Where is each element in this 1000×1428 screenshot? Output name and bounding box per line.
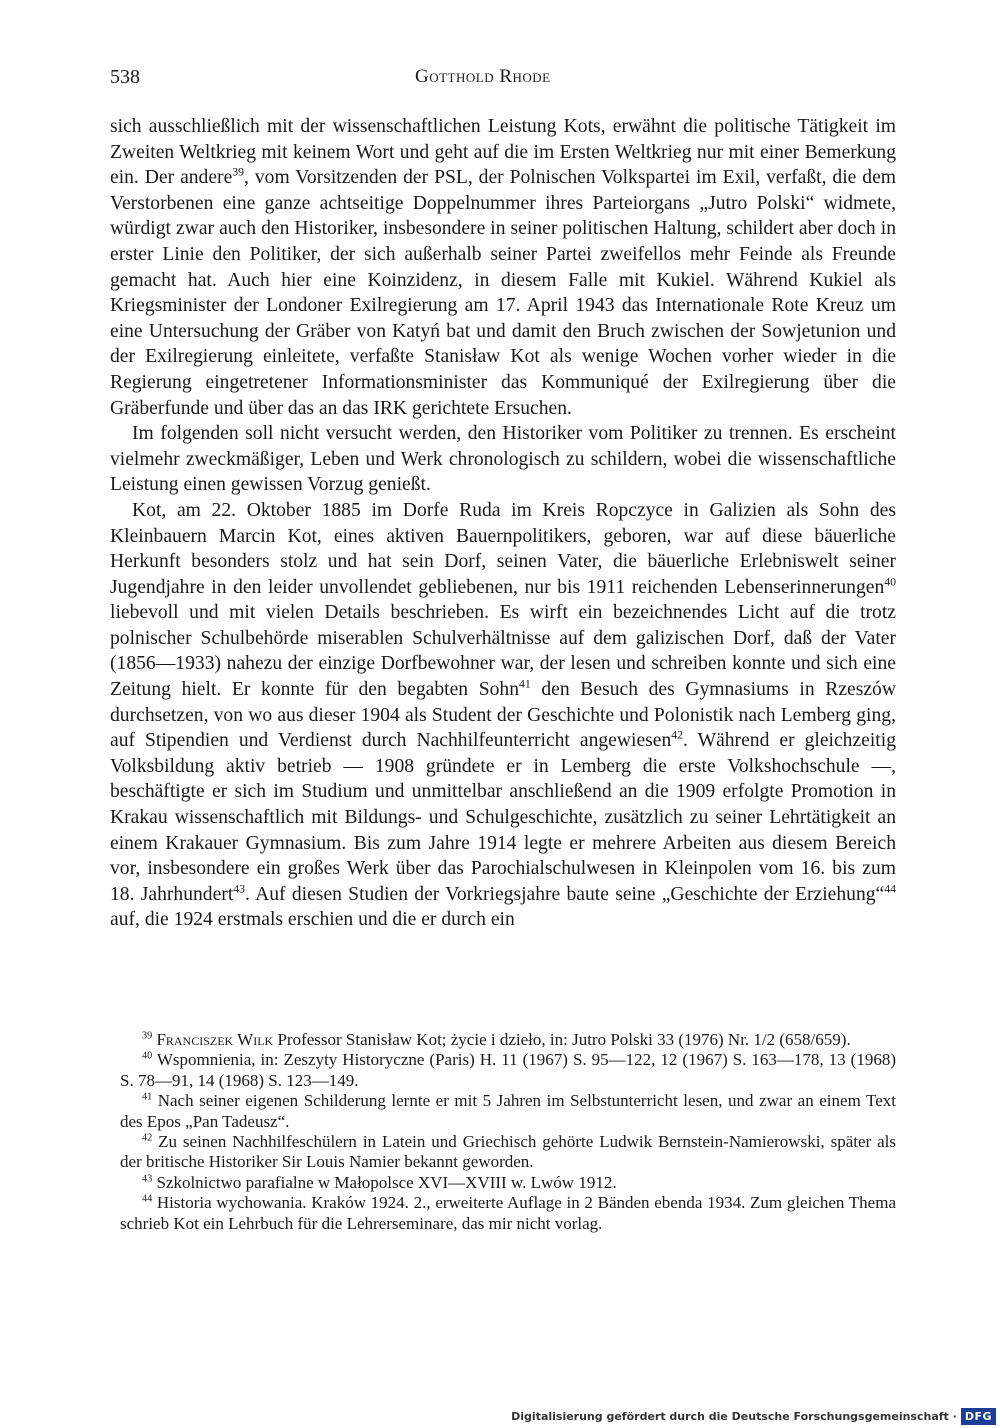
paragraph-3-part-b: liebevoll und mit vielen Details beschrieben. Es wirft ein bezeichnendes Licht auf die trotz polnischer Schulbehörde miserablen Schulverhältnisse auf dem galizischen Dorf, daß der Vater (1856—1933) nahezu der einzige Dorfbewohner war, der lesen und schreiben konnte und sich eine Zeitung hielt. Er konnte für den begabten Sohn xyxy=(110,602,896,701)
footnote-ref-40[interactable]: 40 xyxy=(884,575,896,589)
footnote-text: Szkolnictwo parafialne w Małopolsce XVI—XVIII w. Lwów 1912. xyxy=(152,1172,617,1192)
footnote-42 xyxy=(120,1132,896,1173)
paragraph-3-part-c: den Besuch des Gymnasiums in Rzeszów durchsetzen, von wo aus dieser 1904 als Student der Geschichte und Polonistik nach Lemberg ging, auf Stipendien und Verdienst durch Nachhilfeunterricht angewiesen xyxy=(110,679,896,752)
footnote-40 xyxy=(120,1050,896,1091)
page-number: 538 xyxy=(110,66,140,88)
dfg-logo-icon[interactable]: DFG xyxy=(961,1408,996,1425)
digitization-banner xyxy=(511,1404,1000,1428)
footnote-ref-39[interactable]: 39 xyxy=(232,165,245,179)
footnote-text: Historia wychowania. Kraków 1924. 2., erweiterte Auflage in 2 Bänden ebenda 1934. Zum gleichen Thema schrieb Kot ein Lehrbuch für die Lehrerseminare, das mir nicht vorlag. xyxy=(120,1193,896,1233)
footnote-39 xyxy=(120,1030,896,1050)
paragraph-1 xyxy=(110,114,896,421)
footnote-number: 39 xyxy=(142,1030,153,1042)
footnote-number: 41 xyxy=(142,1091,153,1103)
footnotes xyxy=(120,1030,896,1234)
footnote-text: Wspomnienia, in: Zeszyty Historyczne (Paris) H. 11 (1967) S. 95—122, 12 (1967) S. 163—178, 13 (1968) S. 78—91, 14 (1968) S. 123—149. xyxy=(120,1050,896,1090)
digitization-note: Digitalisierung gefördert durch die Deutsche Forschungsgemeinschaft · xyxy=(511,1409,957,1423)
footnote-number: 44 xyxy=(142,1193,153,1205)
paragraph-1-part-a: sich ausschließlich mit der wissenschaftlichen Leistung Kots, erwähnt die politische Tätigkeit im Zweiten Weltkrieg mit keinem Wort und geht auf die im Ersten Weltkrieg nur mit einer Bemerkung ein. Der andere xyxy=(110,116,896,189)
running-head: Gotthold Rhode xyxy=(415,66,551,87)
main-text xyxy=(110,114,896,933)
footnote-ref-41[interactable]: 41 xyxy=(519,677,531,691)
footnote-number: 43 xyxy=(142,1173,153,1185)
paragraph-3 xyxy=(110,498,896,933)
footnote-number: 42 xyxy=(142,1132,153,1144)
paragraph-1-part-b: , vom Vorsitzenden der PSL, der Polnischen Volkspartei im Exil, verfaßt, die dem Verstorbenen eine ganze achtseitige Doppelnummer ihres Parteiorgans „Jutro Polski“ widmete, würdigt zwar auch den Historiker, insbesondere in seiner politischen Haltung, schildert aber doch in erster Linie den Politiker, der sich außerhalb seiner Partei zweifellos mehr Feinde als Freunde gemacht hat. Auch hier eine Koinzidenz, in diesem Falle mit Kukiel. Während Kukiel als Kriegsminister der Londoner Exilregierung am 17. April 1943 das Internationale Rote Kreuz um eine Untersuchung der Gräber von Katyń bat und damit den Bruch zwischen der Sowjetunion und der Exilregierung einleitete, verfaßte Stanisław Kot als wenige Wochen vorher wieder in die Regierung eingetretener Informationsminister das Kommuniqué der Exilregierung über die Gräberfunde und über das an das IRK gerichtete Ersuchen. xyxy=(110,167,897,419)
paragraph-3-part-f: auf, die 1924 erstmals erschien und die er durch ein xyxy=(110,909,515,931)
footnote-ref-43[interactable]: 43 xyxy=(233,882,246,896)
footnote-ref-44[interactable]: 44 xyxy=(884,882,896,896)
footnote-text: Nach seiner eigenen Schilderung lernte er mit 5 Jahren im Selbstunterricht lesen, und zwar an einem Text des Epos „Pan Tadeusz“. xyxy=(120,1091,896,1131)
footnote-author: Franciszek Wilk xyxy=(156,1030,274,1049)
footnote-44 xyxy=(120,1193,896,1234)
paragraph-3-part-d: . Während er gleichzeitig Volksbildung aktiv betrieb — 1908 gründete er in Lemberg die erste Volkshochschule —, beschäftigte er sich im Studium und unmittelbar anschließend an die 1909 erfolgte Promotion in Krakau wissenschaftlich mit Bildungs- und Schulgeschichte, zusätzlich zu seiner Lehrtätigkeit an einem Krakauer Gymnasium. Bis zum Jahre 1914 legte er mehrere Arbeiten aus diesem Bereich vor, insbesondere ein großes Werk über das Parochialschulwesen in Kleinpolen vom 16. bis zum 18. Jahrhundert xyxy=(110,730,896,905)
footnote-number: 40 xyxy=(142,1050,153,1062)
footnote-ref-42[interactable]: 42 xyxy=(671,728,684,742)
footnote-43 xyxy=(120,1173,896,1193)
footnote-41 xyxy=(120,1091,896,1132)
paragraph-3-part-e: . Auf diesen Studien der Vorkriegsjahre baute seine „Geschichte der Erziehung“ xyxy=(245,883,885,905)
paragraph-2: Im folgenden soll nicht versucht werden, den Historiker vom Politiker zu trennen. Es erscheint vielmehr zweckmäßiger, Leben und Werk chronologisch zu schildern, wobei die wissenschaftliche Leistung einen gewissen Vorzug genießt. xyxy=(110,423,896,496)
footnote-text: Professor Stanisław Kot; życie i dzieło, in: Jutro Polski 33 (1976) Nr. 1/2 (658/659). xyxy=(273,1030,851,1049)
footnote-text: Zu seinen Nachhilfeschülern in Latein und Griechisch gehörte Ludwik Bernstein-Namierowski, später als der britische Historiker Sir Louis Namier bekannt geworden. xyxy=(120,1132,896,1172)
paragraph-3-part-a: Kot, am 22. Oktober 1885 im Dorfe Ruda im Kreis Ropczyce in Galizien als Sohn des Kleinbauern Marcin Kot, eines aktiven Bauernpolitikers, geboren, war auf diese bäuerliche Herkunft besonders stolz und hat sein Dorf, seinen Vater, die bäuerliche Erlebniswelt seiner Jugendjahre in den leider unvollendet gebliebenen, nur bis 1911 reichenden Lebenserinnerungen xyxy=(110,499,896,598)
